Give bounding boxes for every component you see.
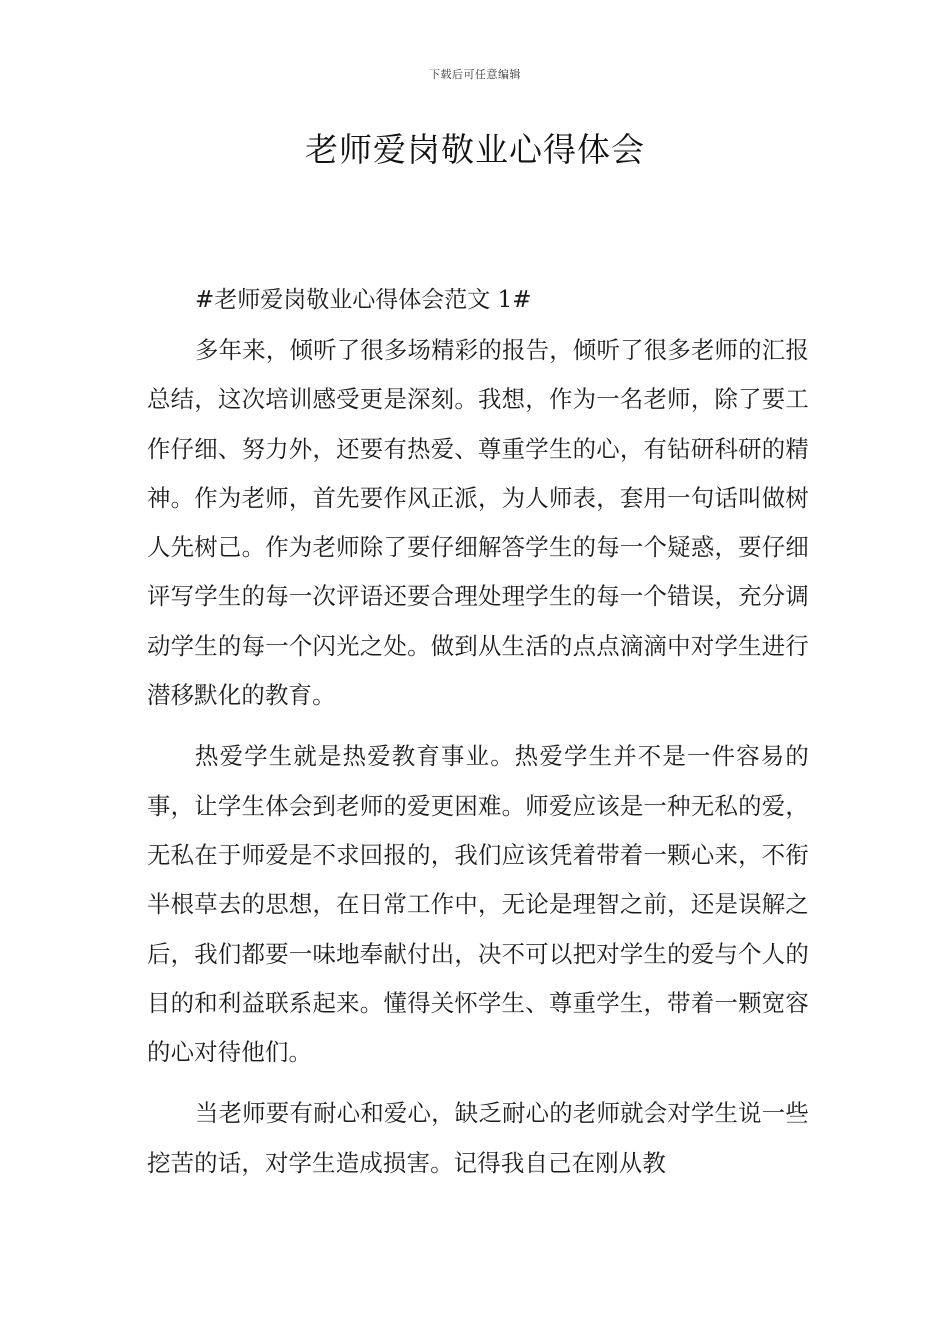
paragraph-3: 当老师要有耐心和爱心，缺乏耐心的老师就会对学生说一些挖苦的话，对学生造成损害。记得我自己在刚从教 [147, 1099, 809, 1177]
paragraph-2: 热爱学生就是热爱教育事业。热爱学生并不是一件容易的事，让学生体会到老师的爱更困难。师爱应该是一种无私的爱，无私在于师爱是不求回报的，我们应该凭着带着一颗心来，不衔半根草去的思想，在日常工作中，无论是理智之前，还是误解之后，我们都要一味地奉献付出，决不可以把对学生的爱与个人的目的和利益联系起来。懂得关怀学生、尊重学生，带着一颗宽容的心对待他们。 [147, 742, 809, 1067]
document-title: 老师爱岗敬业心得体会 [305, 130, 645, 169]
section-heading: #老师爱岗敬业心得体会范文 1# [195, 287, 532, 313]
document-body [147, 282, 809, 1200]
page-header-note: 下载后可任意编辑 [429, 68, 521, 81]
paragraph-1: 多年来，倾听了很多场精彩的报告，倾听了很多老师的汇报总结，这次培训感受更是深刻。我想，作为一名老师，除了要工作仔细、努力外，还要有热爱、尊重学生的心，有钻研科研的精神。作为老师，首先要作风正派，为人师表，套用一句话叫做树人先树己。作为老师除了要仔细解答学生的每一个疑惑，要仔细评写学生的每一次评语还要合理处理学生的每一个错误，充分调动学生的每一个闪光之处。做到从生活的点点滴滴中对学生进行潜移默化的教育。 [147, 336, 809, 710]
